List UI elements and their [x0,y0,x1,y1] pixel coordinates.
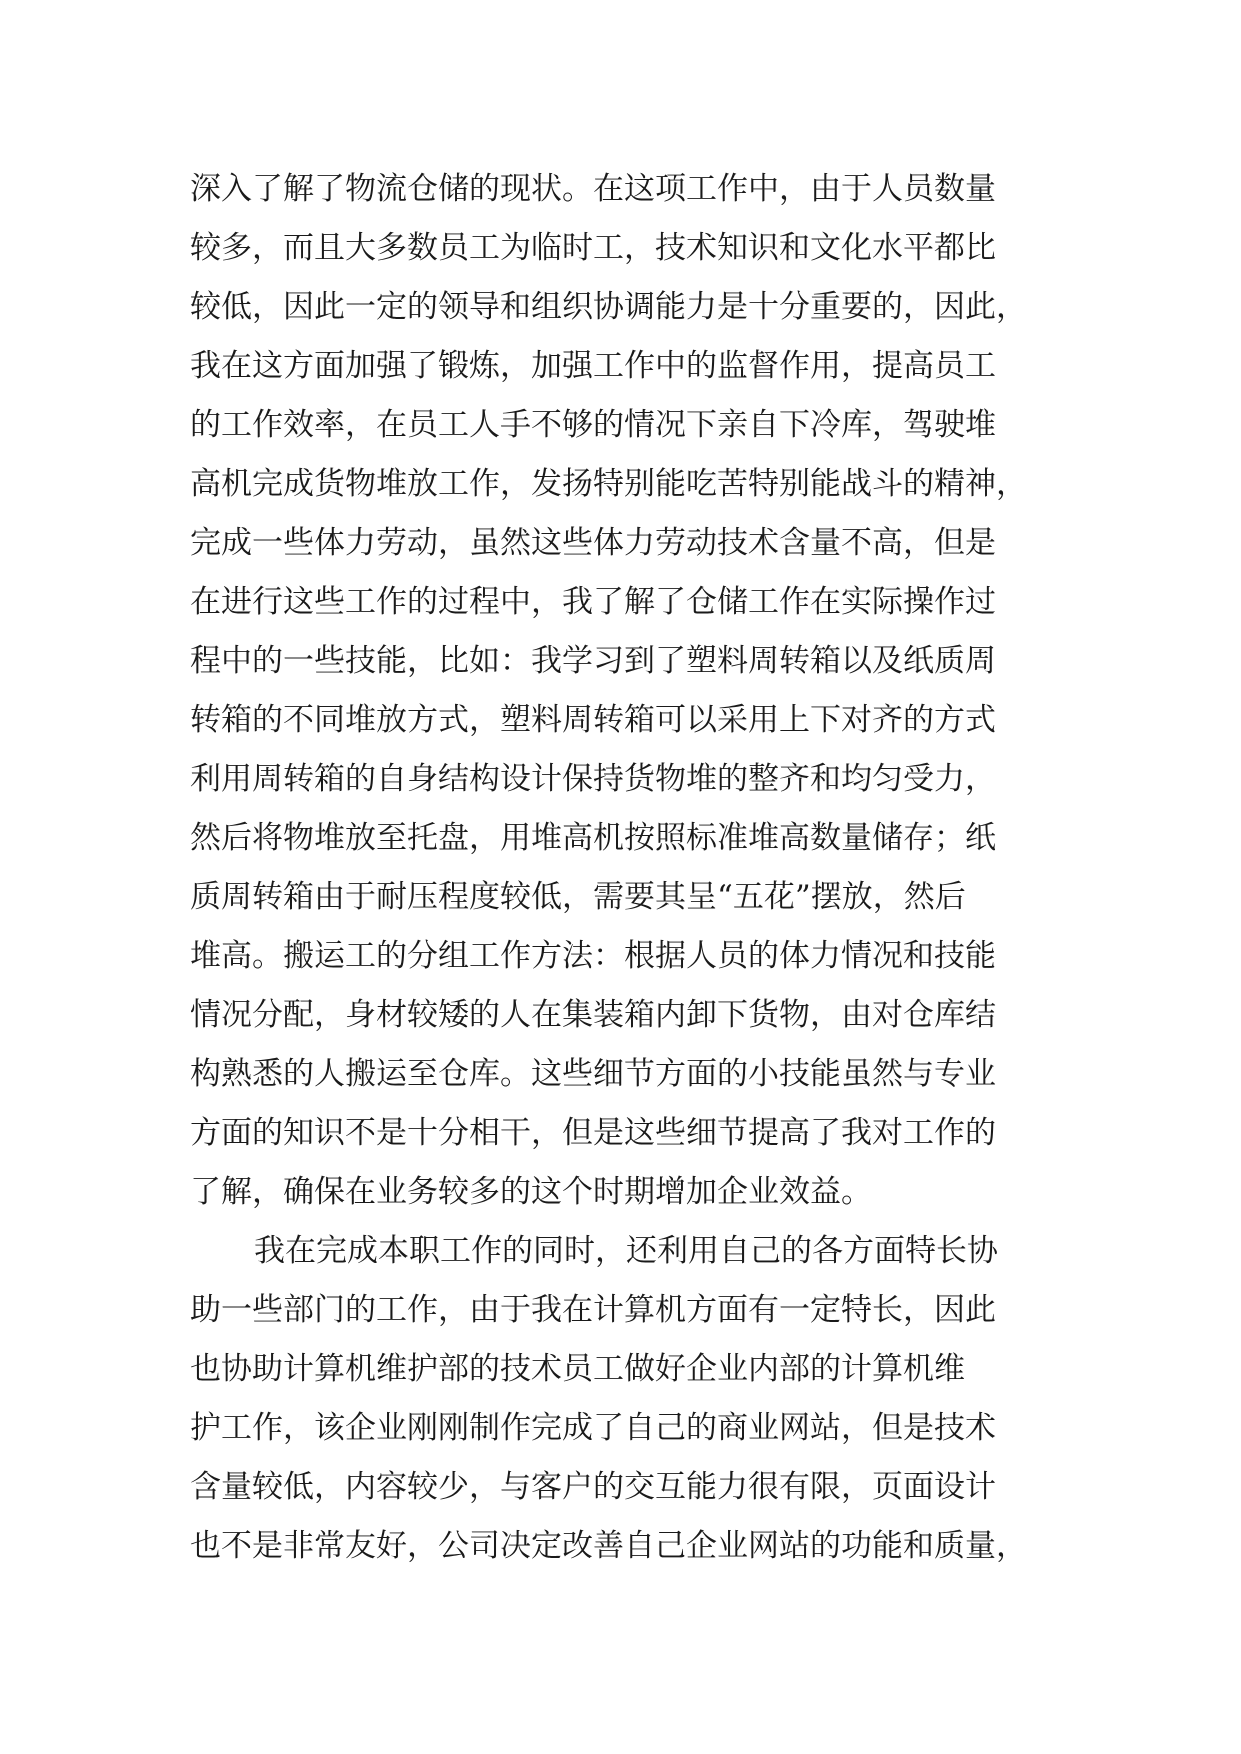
text-line: 较低，因此一定的领导和组织协调能力是十分重要的，因此， [190,289,1027,325]
text-line: 了解，确保在业务较多的这个时期增加企业效益。 [190,1174,872,1210]
text-line: 助一些部门的工作，由于我在计算机方面有一定特长，因此 [190,1292,996,1328]
text-line: 质周转箱由于耐压程度较低，需要其呈“五花”摆放，然后 [190,879,966,915]
text-line: 堆高。搬运工的分组工作方法：根据人员的体力情况和技能 [190,938,996,974]
text-line: 也不是非常友好，公司决定改善自己企业网站的功能和质量， [190,1528,1027,1564]
text-line: 利用周转箱的自身结构设计保持货物堆的整齐和均匀受力， [190,761,996,797]
text-line: 我在完成本职工作的同时，还利用自己的各方面特长协 [254,1233,998,1269]
text-line: 含量较低，内容较少，与客户的交互能力很有限，页面设计 [190,1469,996,1505]
text-line: 较多，而且大多数员工为临时工，技术知识和文化水平都比 [190,230,996,266]
text-line: 完成一些体力劳动，虽然这些体力劳动技术含量不高，但是 [190,525,996,561]
text-line: 程中的一些技能，比如：我学习到了塑料周转箱以及纸质周 [190,643,996,679]
text-line: 方面的知识不是十分相干，但是这些细节提高了我对工作的 [190,1115,996,1151]
text-line: 的工作效率，在员工人手不够的情况下亲自下冷库，驾驶堆 [190,407,996,443]
text-line: 护工作，该企业刚刚制作完成了自己的商业网站，但是技术 [190,1410,996,1446]
text-line: 然后将物堆放至托盘，用堆高机按照标准堆高数量储存；纸 [190,820,996,856]
text-line: 转箱的不同堆放方式，塑料周转箱可以采用上下对齐的方式 [190,702,996,738]
text-line: 我在这方面加强了锻炼，加强工作中的监督作用，提高员工 [190,348,996,384]
text-line: 情况分配，身材较矮的人在集装箱内卸下货物，由对仓库结 [190,997,996,1033]
text-line: 也协助计算机维护部的技术员工做好企业内部的计算机维 [190,1351,965,1387]
body-text [190,160,1050,1576]
paragraph [190,1222,1050,1576]
text-line: 构熟悉的人搬运至仓库。这些细节方面的小技能虽然与专业 [190,1056,996,1092]
text-line: 高机完成货物堆放工作，发扬特别能吃苦特别能战斗的精神， [190,466,1027,502]
text-line: 在进行这些工作的过程中，我了解了仓储工作在实际操作过 [190,584,996,620]
text-line: 深入了解了物流仓储的现状。在这项工作中，由于人员数量 [190,171,996,207]
paragraph [190,160,1050,1222]
